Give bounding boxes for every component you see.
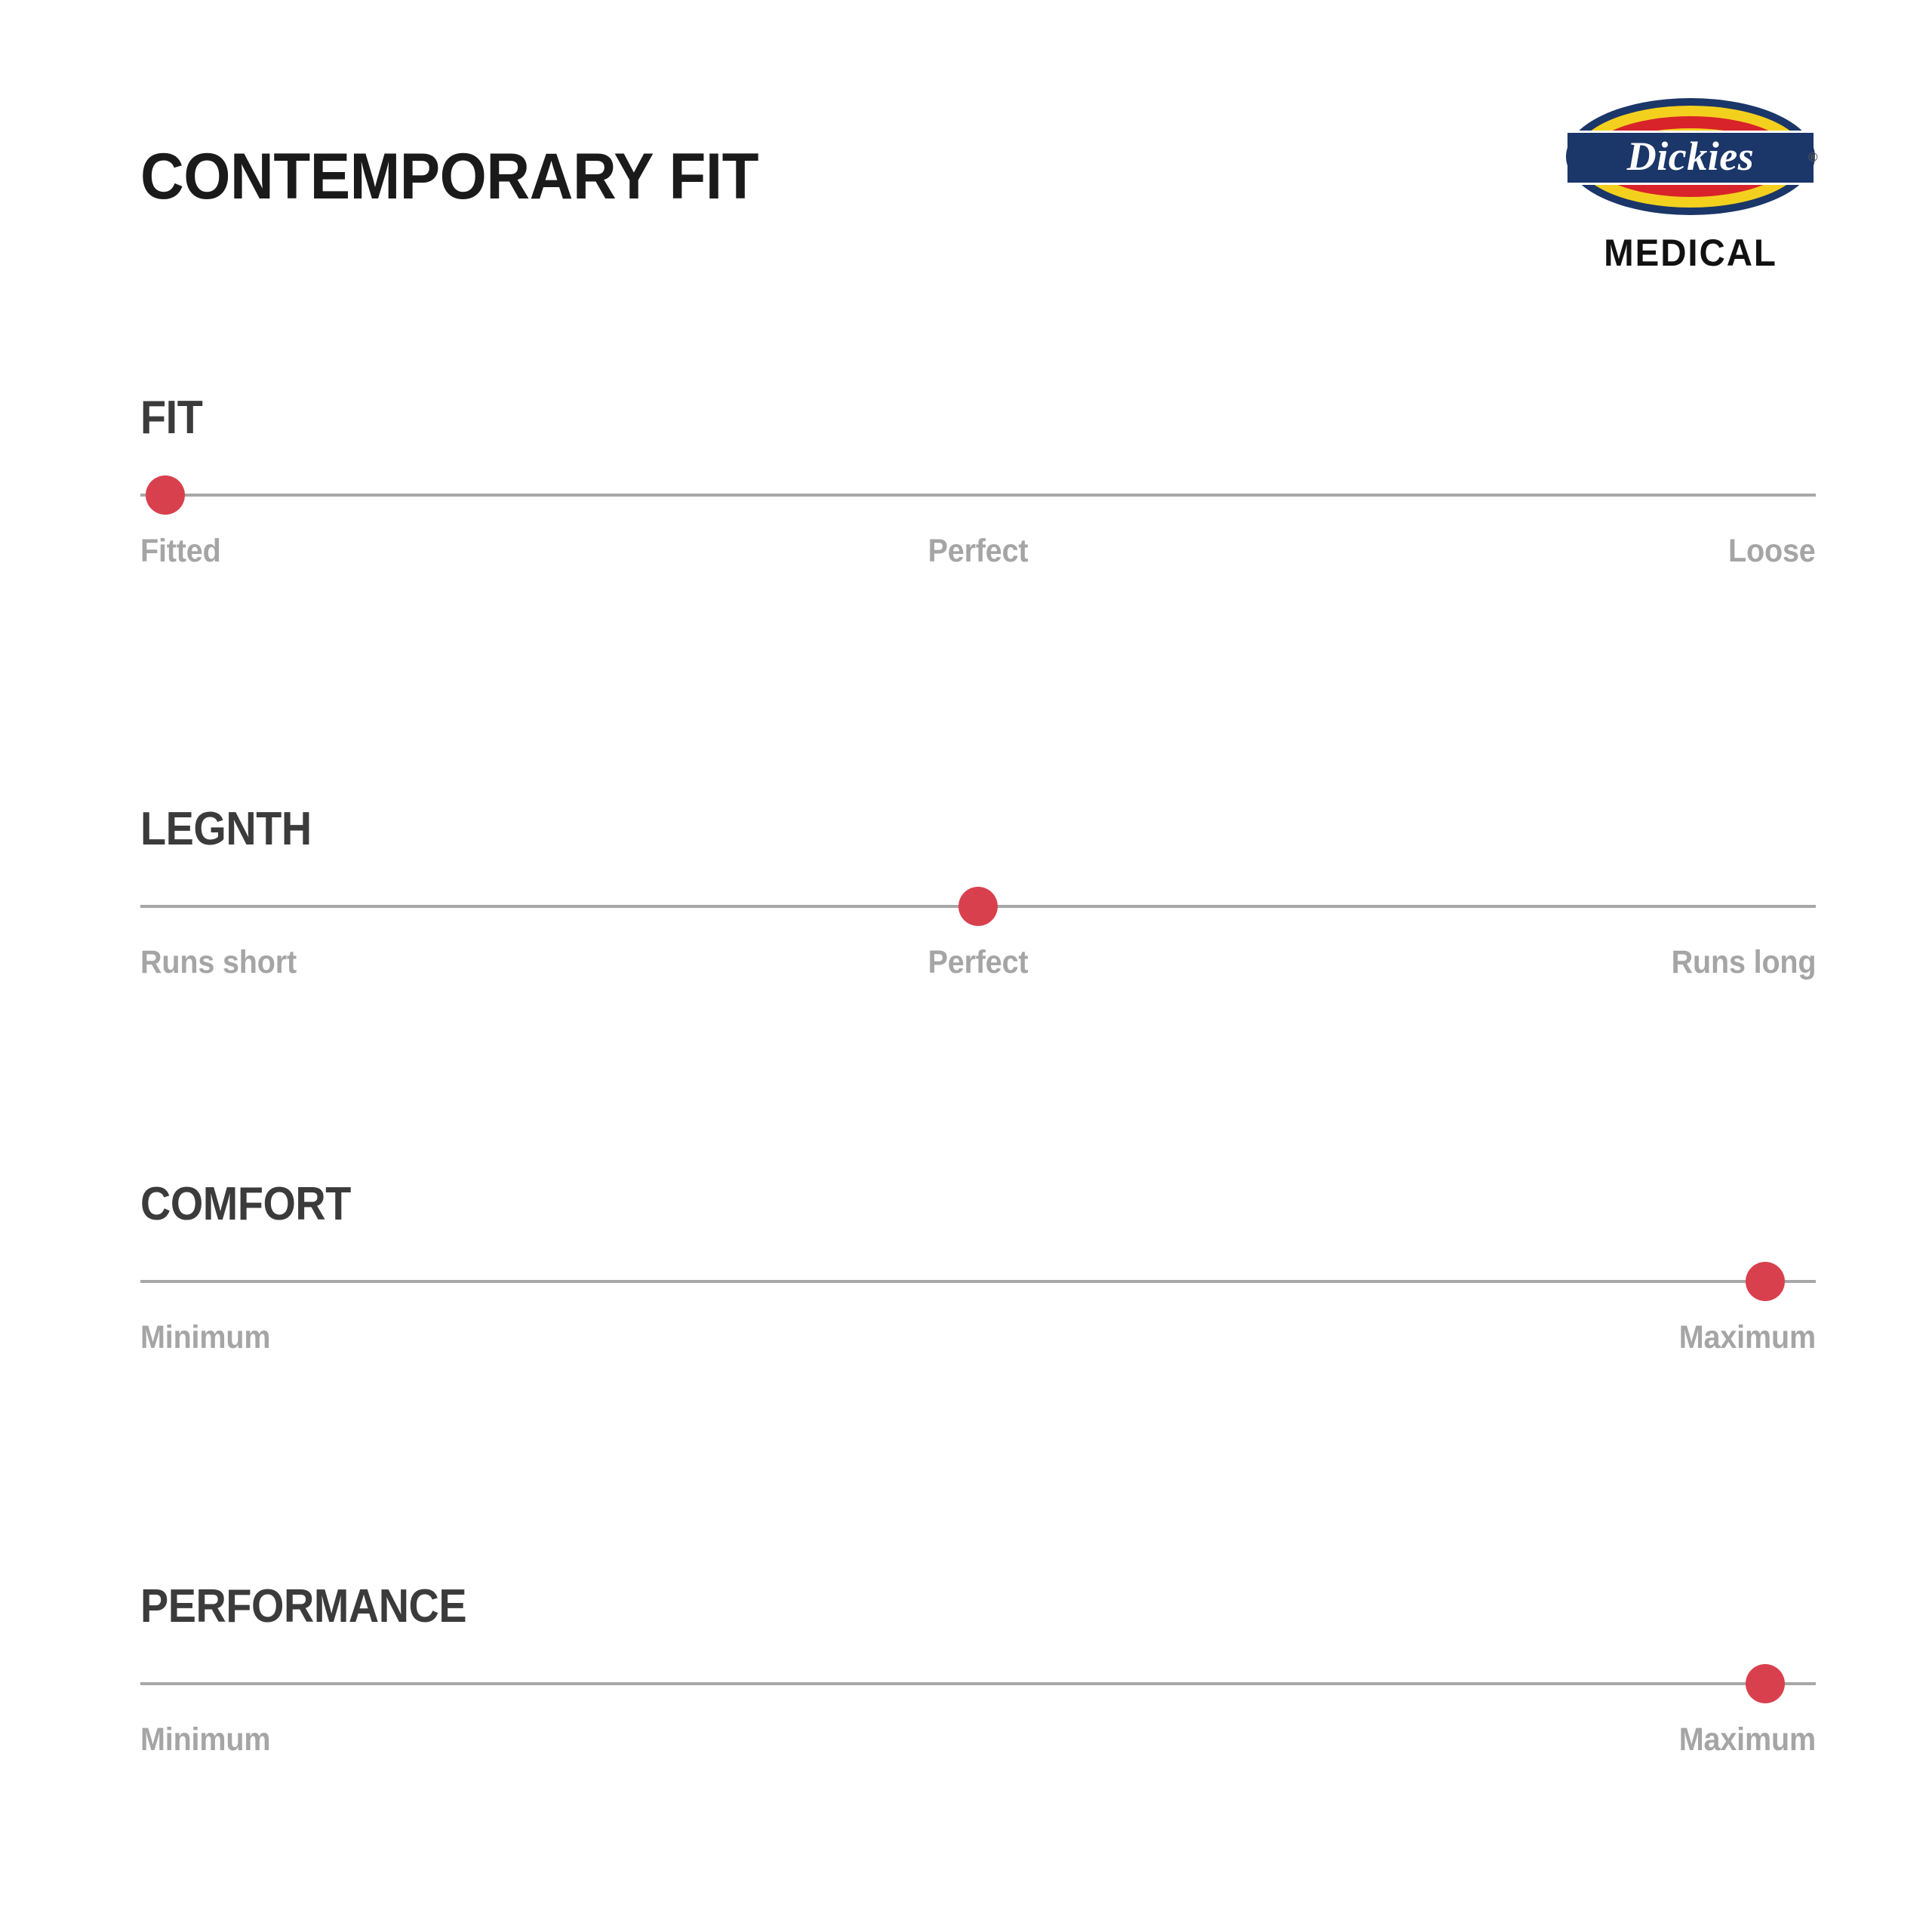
- logo-wordmark: [1566, 134, 1818, 179]
- dickies-logo-badge: [1566, 98, 1818, 215]
- slider-label-performance: PERFORMANCE: [140, 1580, 467, 1632]
- scale-min-label: Runs short: [140, 944, 297, 980]
- logo-brand-text: Dickies: [1626, 134, 1755, 179]
- slider-scale-performance: [140, 1720, 1816, 1764]
- slider-label-length: LEGNTH: [140, 803, 312, 855]
- brand-logo: [1562, 98, 1819, 274]
- slider-scale-length: [140, 943, 1816, 986]
- slider-scale-comfort: [140, 1318, 1816, 1361]
- registered-trademark-icon: ®: [1807, 150, 1818, 165]
- slider-scale-fit: [140, 531, 1816, 575]
- slider-label-comfort: COMFORT: [140, 1178, 351, 1230]
- scale-min-label: Fitted: [140, 533, 221, 569]
- slider-track-comfort[interactable]: [140, 1262, 1816, 1301]
- header: [0, 0, 1932, 355]
- slider-thumb-length[interactable]: [958, 887, 998, 926]
- slider-group-comfort: [140, 1179, 1816, 1361]
- slider-label-fit: FIT: [140, 392, 203, 444]
- track-line: [140, 1682, 1816, 1685]
- slider-group-performance: [140, 1581, 1816, 1764]
- slider-group-fit: [140, 392, 1816, 575]
- scale-max-label: Maximum: [1678, 1721, 1816, 1758]
- track-line: [140, 494, 1816, 497]
- scale-min-label: Minimum: [140, 1319, 271, 1355]
- slider-track-length[interactable]: [140, 887, 1816, 926]
- slider-thumb-performance[interactable]: [1746, 1664, 1785, 1703]
- scale-mid-label: Perfect: [928, 533, 1029, 569]
- scale-min-label: Minimum: [140, 1721, 271, 1758]
- track-line: [140, 1280, 1816, 1283]
- slider-thumb-fit[interactable]: [146, 475, 185, 515]
- scale-max-label: Runs long: [1671, 944, 1816, 980]
- slider-thumb-comfort[interactable]: [1746, 1262, 1785, 1301]
- scale-max-label: Maximum: [1678, 1319, 1816, 1355]
- slider-track-performance[interactable]: [140, 1664, 1816, 1703]
- slider-track-fit[interactable]: [140, 475, 1816, 515]
- slider-group-length: [140, 804, 1816, 986]
- page-title: CONTEMPORARY FIT: [140, 140, 759, 213]
- logo-subtitle: MEDICAL: [1604, 232, 1777, 274]
- scale-mid-label: Perfect: [928, 944, 1029, 980]
- scale-max-label: Loose: [1728, 533, 1816, 569]
